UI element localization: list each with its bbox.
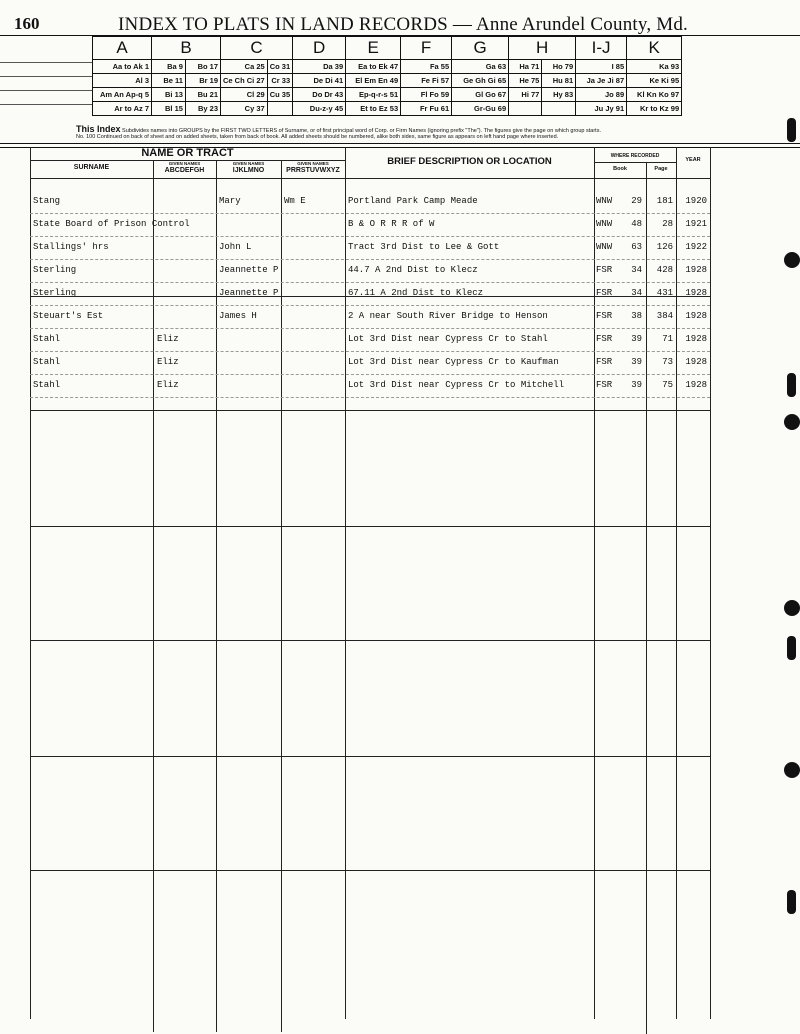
section-rule — [30, 526, 710, 527]
index-letter: C — [221, 37, 293, 60]
given-ijklmno-header: IJKLMNO — [232, 167, 265, 174]
index-cell: Kl Kn Ko 97 — [627, 88, 682, 102]
subheader-rule — [594, 162, 676, 163]
index-cell: Al 3 — [93, 74, 152, 88]
index-cell: Hu 81 — [542, 74, 576, 88]
book-number-cell: 48 — [631, 219, 642, 229]
index-cell: Ba 9 — [152, 60, 186, 74]
year-header: YEAR — [685, 157, 701, 163]
index-cell: Aa to Ak 1 — [93, 60, 152, 74]
page-number-cell: 431 — [656, 288, 673, 298]
given-abcdefgh-header: ABCDEFGH — [164, 167, 205, 174]
page-number-cell: 75 — [662, 380, 673, 390]
index-letter: F — [401, 37, 452, 60]
index-row — [93, 102, 682, 116]
column-rule — [281, 160, 282, 1032]
index-cell: Fr Fu 61 — [401, 102, 452, 116]
index-cell: Cy 37 — [221, 102, 268, 116]
book-number-cell: 39 — [631, 380, 642, 390]
given-names-label: GIVEN NAMES — [168, 161, 201, 166]
name-or-tract-header: NAME OR TRACT — [141, 147, 234, 159]
year-cell: 1928 — [685, 334, 707, 344]
index-cell: Bo 17 — [185, 60, 220, 74]
index-letter: D — [293, 37, 346, 60]
given-name-cell: John L — [219, 242, 252, 252]
surname-cell: Stahl — [33, 357, 61, 367]
book-number-cell: 29 — [631, 196, 642, 206]
given-name-cell: Jeannette P — [219, 288, 279, 298]
index-cell: Gl Go 67 — [452, 88, 509, 102]
surname-cell: Stahl — [33, 380, 61, 390]
column-rule — [710, 147, 711, 1019]
index-cell: Bl 15 — [152, 102, 186, 116]
page-number-cell: 428 — [656, 265, 673, 275]
note-lead: This Index — [76, 124, 121, 134]
row-rule — [30, 236, 710, 237]
index-cell: Kr to Kz 99 — [627, 102, 682, 116]
row-rule — [30, 282, 710, 283]
index-cell: I 85 — [576, 60, 627, 74]
surname-cell: Steuart's Est — [33, 311, 104, 321]
binder-hole — [784, 414, 800, 430]
index-letter: B — [152, 37, 221, 60]
given-name-cell: Jeannette P — [219, 265, 279, 275]
index-cell: Fe Fi 57 — [401, 74, 452, 88]
row-rule — [30, 328, 710, 329]
binder-hole — [784, 600, 800, 616]
index-cell: Da 39 — [293, 60, 346, 74]
index-cell: Hy 83 — [542, 88, 576, 102]
row-rule — [30, 213, 710, 214]
index-cell: Ha 71 — [509, 60, 542, 74]
row-rule — [30, 374, 710, 375]
book-series-cell: FSR — [596, 380, 613, 390]
year-cell: 1920 — [685, 196, 707, 206]
page-number-cell: 73 — [662, 357, 673, 367]
row-rule — [30, 351, 710, 352]
note-line1: Subdivides names into GROUPS by the FIRST TWO LETTERS of Surname, or of first principal word of Corp. or Firm Names (ignoring prefix "The"). The figures give the page on which group starts. — [122, 128, 601, 134]
given-name-cell: James H — [219, 311, 257, 321]
given-names-label: GIVEN NAMES — [297, 161, 329, 166]
year-cell: 1928 — [685, 288, 707, 298]
index-cell: Br 19 — [185, 74, 220, 88]
index-cell: Gr-Gu 69 — [452, 102, 509, 116]
index-left-rule — [0, 62, 92, 63]
index-cell: Hi 77 — [509, 88, 542, 102]
book-series-cell: FSR — [596, 311, 613, 321]
given-name-cell: Wm E — [284, 196, 306, 206]
page-number-cell: 71 — [662, 334, 673, 344]
book-number-cell: 39 — [631, 334, 642, 344]
column-rule — [345, 147, 346, 1019]
description-cell: Lot 3rd Dist near Cypress Cr to Mitchell — [348, 380, 565, 390]
surname-cell: Stallings' hrs — [33, 242, 109, 252]
page-number-cell: 181 — [656, 196, 673, 206]
column-rule — [153, 160, 154, 1032]
index-letter: I-J — [576, 37, 627, 60]
surname-cell: Stahl — [33, 334, 61, 344]
description-cell: B & O R R R of W — [348, 219, 435, 229]
section-rule — [30, 756, 710, 757]
index-row — [93, 88, 682, 102]
index-cell: Bu 21 — [185, 88, 220, 102]
section-rule — [30, 410, 710, 411]
description-cell: 44.7 A 2nd Dist to Klecz — [348, 265, 478, 275]
letter-index-table — [92, 36, 682, 116]
index-cell: Ke Ki 95 — [627, 74, 682, 88]
index-cell: Ea to Ek 47 — [346, 60, 401, 74]
index-left-rule — [0, 76, 92, 77]
given-name-cell: Eliz — [157, 380, 179, 390]
surname-cell: State Board of Prison Control — [33, 219, 190, 229]
note-line2: Continued on back of sheet and on added sheets, taken from back of book. All added sheets should be numbered, alike both sides, same figure as appears on left hand page where inserted. — [96, 134, 559, 140]
index-left-rule — [0, 90, 92, 91]
year-cell: 1928 — [685, 311, 707, 321]
page-number: 160 — [14, 14, 40, 33]
index-cell: Ca 25 — [221, 60, 268, 74]
index-cell: Ar to Az 7 — [93, 102, 152, 116]
index-left-rule — [0, 104, 92, 105]
page-number-cell: 126 — [656, 242, 673, 252]
book-number-cell: 38 — [631, 311, 642, 321]
column-rule — [216, 160, 217, 1032]
index-cell: Do Dr 43 — [293, 88, 346, 102]
index-cell: Ge Gh Gi 65 — [452, 74, 509, 88]
book-header: Book — [613, 166, 627, 172]
header-bottom-rule — [30, 178, 710, 179]
year-cell: 1928 — [685, 380, 707, 390]
book-series-cell: FSR — [596, 265, 613, 275]
index-cell: He 75 — [509, 74, 542, 88]
row-rule — [30, 397, 710, 398]
book-number-cell: 39 — [631, 357, 642, 367]
page-number-cell: 384 — [656, 311, 673, 321]
index-cell: Ga 63 — [452, 60, 509, 74]
row-rule — [30, 305, 710, 306]
index-letter: G — [452, 37, 509, 60]
index-cell: Bi 13 — [152, 88, 186, 102]
book-series-cell: WNW — [596, 196, 613, 206]
book-series-cell: FSR — [596, 288, 613, 298]
binder-slot — [787, 373, 796, 397]
year-cell: 1928 — [685, 357, 707, 367]
binder-slot — [787, 118, 796, 142]
index-cell — [267, 102, 292, 116]
index-cell: Du-z-y 45 — [293, 102, 346, 116]
index-cell: Jo 89 — [576, 88, 627, 102]
index-cell: Cr 33 — [267, 74, 292, 88]
description-cell: 67.11 A 2nd Dist to Klecz — [348, 288, 484, 298]
index-cell: Cu 35 — [267, 88, 292, 102]
page-number-cell: 28 — [662, 219, 673, 229]
given-names-label: GIVEN NAMES — [232, 161, 265, 166]
index-cell — [509, 102, 542, 116]
given-name-cell: Eliz — [157, 357, 179, 367]
book-number-cell: 34 — [631, 265, 642, 275]
row-rule — [30, 259, 710, 260]
surname-cell: Sterling — [33, 288, 77, 298]
index-cell: By 23 — [185, 102, 220, 116]
section-rule — [30, 296, 710, 297]
index-cell: Be 11 — [152, 74, 186, 88]
binder-slot — [787, 636, 796, 660]
book-number-cell: 63 — [631, 242, 642, 252]
year-cell: 1922 — [685, 242, 707, 252]
binder-hole — [784, 762, 800, 778]
index-row — [93, 60, 682, 74]
page-title: INDEX TO PLATS IN LAND RECORDS — Anne Arundel County, Md. — [118, 14, 688, 35]
binder-hole — [784, 252, 800, 268]
index-cell: Ep-q-r-s 51 — [346, 88, 401, 102]
index-cell: Et to Ez 53 — [346, 102, 401, 116]
index-cell: Co 31 — [267, 60, 292, 74]
index-letter: E — [346, 37, 401, 60]
header-rule — [0, 143, 800, 144]
index-cell: Cl 29 — [221, 88, 268, 102]
index-letter: H — [509, 37, 576, 60]
note-sub: No. 100 — [76, 134, 96, 140]
given-name-cell: Mary — [219, 196, 241, 206]
index-cell: Ho 79 — [542, 60, 576, 74]
page-header: Page — [654, 166, 668, 172]
description-cell: Lot 3rd Dist near Cypress Cr to Stahl — [348, 334, 548, 344]
index-cell: Fa 55 — [401, 60, 452, 74]
column-rule — [594, 147, 595, 1019]
binder-slot — [787, 890, 796, 914]
index-row — [93, 74, 682, 88]
given-prrstuvwxyz-header: PRRSTUVWXYZ — [286, 167, 340, 174]
index-letters-row — [93, 37, 682, 60]
index-cell: Fl Fo 59 — [401, 88, 452, 102]
where-recorded-header: WHERE RECORDED — [610, 153, 660, 159]
given-name-cell: Eliz — [157, 334, 179, 344]
index-cell: Ja Je Ji 87 — [576, 74, 627, 88]
index-cell — [542, 102, 576, 116]
surname-cell: Stang — [33, 196, 61, 206]
index-cell: De Di 41 — [293, 74, 346, 88]
book-series-cell: FSR — [596, 334, 613, 344]
index-cell: Ka 93 — [627, 60, 682, 74]
description-cell: 2 A near South River Bridge to Henson — [348, 311, 548, 321]
column-rule — [676, 147, 677, 1019]
index-letter: K — [627, 37, 682, 60]
section-rule — [30, 870, 710, 871]
description-cell: Tract 3rd Dist to Lee & Gott — [348, 242, 500, 252]
book-series-cell: WNW — [596, 242, 613, 252]
index-cell: Ju Jy 91 — [576, 102, 627, 116]
index-cell: Am An Ap-q 5 — [93, 88, 152, 102]
surname-cell: Sterling — [33, 265, 77, 275]
description-cell: Portland Park Camp Meade — [348, 196, 478, 206]
index-note — [76, 126, 696, 140]
index-cell: El Em En 49 — [346, 74, 401, 88]
description-header: BRIEF DESCRIPTION OR LOCATION — [387, 156, 552, 167]
surname-header: SURNAME — [73, 164, 110, 171]
section-rule — [30, 640, 710, 641]
year-cell: 1921 — [685, 219, 707, 229]
book-series-cell: FSR — [596, 357, 613, 367]
year-cell: 1928 — [685, 265, 707, 275]
book-series-cell: WNW — [596, 219, 613, 229]
index-letter: A — [93, 37, 152, 60]
index-cell: Ce Ch Ci 27 — [221, 74, 268, 88]
book-number-cell: 34 — [631, 288, 642, 298]
description-cell: Lot 3rd Dist near Cypress Cr to Kaufman — [348, 357, 559, 367]
column-rule — [30, 147, 31, 1019]
